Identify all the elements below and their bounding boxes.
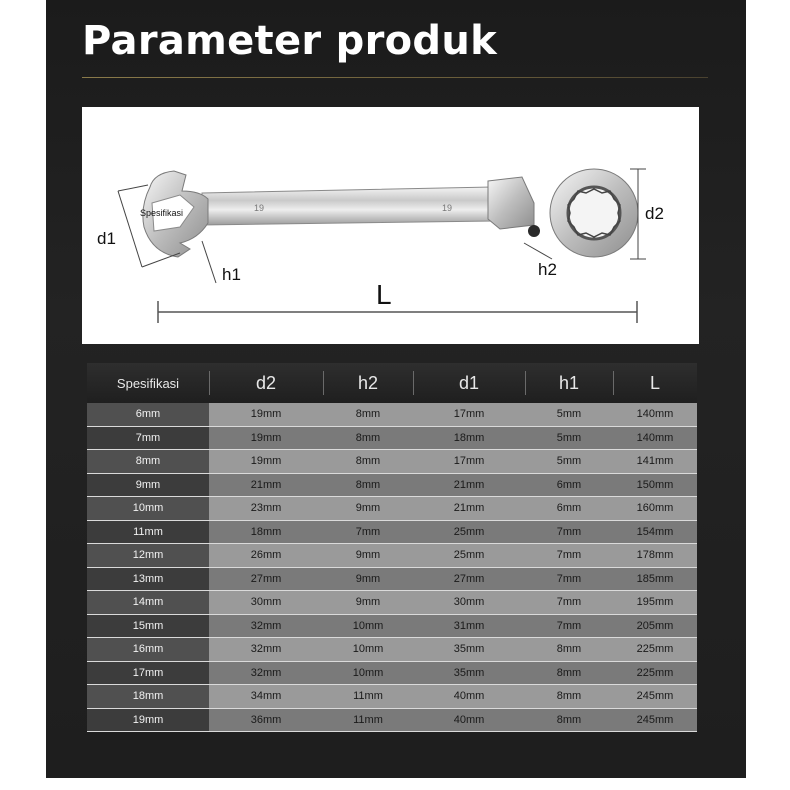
value-cell-d2: 18mm <box>209 520 323 544</box>
value-cell-h2: 9mm <box>323 497 413 521</box>
value-cell-h2: 8mm <box>323 473 413 497</box>
value-cell-d2: 36mm <box>209 708 323 732</box>
value-cell-h1: 6mm <box>525 497 613 521</box>
value-cell-h2: 9mm <box>323 567 413 591</box>
value-cell-L: 140mm <box>613 426 697 450</box>
table-row <box>87 473 697 497</box>
value-cell-L: 160mm <box>613 497 697 521</box>
value-cell-h1: 7mm <box>525 567 613 591</box>
table-row <box>87 450 697 474</box>
header-d2: d2 <box>209 363 323 403</box>
table-row <box>87 614 697 638</box>
value-cell-d2: 19mm <box>209 403 323 426</box>
value-cell-h2: 8mm <box>323 426 413 450</box>
dimension-label-L: L <box>376 279 392 310</box>
value-cell-d2: 27mm <box>209 567 323 591</box>
dimension-label-d2: d2 <box>645 204 664 223</box>
title-underline <box>82 77 708 78</box>
dimension-label-d1: d1 <box>97 229 116 248</box>
value-cell-L: 178mm <box>613 544 697 568</box>
value-cell-h2: 11mm <box>323 685 413 709</box>
value-cell-h2: 7mm <box>323 520 413 544</box>
value-cell-L: 245mm <box>613 708 697 732</box>
spec-cell: 17mm <box>87 661 209 685</box>
value-cell-d1: 17mm <box>413 450 525 474</box>
h2-dimension-line <box>524 243 552 259</box>
header-d1: d1 <box>413 363 525 403</box>
table-row <box>87 520 697 544</box>
value-cell-L: 205mm <box>613 614 697 638</box>
table-row <box>87 638 697 662</box>
header-L: L <box>613 363 697 403</box>
spec-cell: 10mm <box>87 497 209 521</box>
value-cell-d1: 35mm <box>413 638 525 662</box>
value-cell-h1: 7mm <box>525 614 613 638</box>
value-cell-L: 225mm <box>613 661 697 685</box>
table-row <box>87 403 697 426</box>
spec-cell: 11mm <box>87 520 209 544</box>
table-row <box>87 567 697 591</box>
value-cell-d2: 19mm <box>209 426 323 450</box>
hinge-pin <box>528 225 540 237</box>
table-row <box>87 591 697 615</box>
value-cell-L: 150mm <box>613 473 697 497</box>
value-cell-d1: 17mm <box>413 403 525 426</box>
value-cell-L: 141mm <box>613 450 697 474</box>
d1-tick-bottom <box>142 253 180 267</box>
table-row <box>87 426 697 450</box>
value-cell-d1: 18mm <box>413 426 525 450</box>
dimension-label-h1: h1 <box>222 265 241 284</box>
value-cell-L: 185mm <box>613 567 697 591</box>
value-cell-d2: 32mm <box>209 638 323 662</box>
value-cell-d2: 26mm <box>209 544 323 568</box>
value-cell-h2: 10mm <box>323 661 413 685</box>
value-cell-d1: 35mm <box>413 661 525 685</box>
table-row <box>87 544 697 568</box>
shank-mark-left: 19 <box>254 203 265 213</box>
table-row <box>87 661 697 685</box>
value-cell-L: 140mm <box>613 403 697 426</box>
d1-tick-top <box>118 185 148 191</box>
spec-cell: 16mm <box>87 638 209 662</box>
value-cell-d2: 21mm <box>209 473 323 497</box>
spec-cell: 12mm <box>87 544 209 568</box>
value-cell-d1: 21mm <box>413 497 525 521</box>
header-spesifikasi: Spesifikasi <box>87 363 209 403</box>
value-cell-h2: 8mm <box>323 403 413 426</box>
value-cell-h1: 8mm <box>525 708 613 732</box>
value-cell-h1: 5mm <box>525 403 613 426</box>
value-cell-d1: 31mm <box>413 614 525 638</box>
h1-dimension-line <box>202 241 216 283</box>
spec-table <box>87 363 697 732</box>
spec-cell: 13mm <box>87 567 209 591</box>
value-cell-d2: 32mm <box>209 614 323 638</box>
table-row <box>87 685 697 709</box>
table-row <box>87 708 697 732</box>
value-cell-h2: 10mm <box>323 638 413 662</box>
spec-cell: 18mm <box>87 685 209 709</box>
wrench-diagram <box>82 107 699 344</box>
value-cell-d2: 23mm <box>209 497 323 521</box>
value-cell-d1: 30mm <box>413 591 525 615</box>
value-cell-L: 245mm <box>613 685 697 709</box>
value-cell-d1: 27mm <box>413 567 525 591</box>
value-cell-h1: 8mm <box>525 685 613 709</box>
spec-cell: 14mm <box>87 591 209 615</box>
value-cell-h1: 7mm <box>525 591 613 615</box>
spec-cell: 15mm <box>87 614 209 638</box>
value-cell-L: 154mm <box>613 520 697 544</box>
shank-mark-right: 19 <box>442 203 453 213</box>
value-cell-h2: 11mm <box>323 708 413 732</box>
value-cell-h2: 8mm <box>323 450 413 474</box>
value-cell-h2: 9mm <box>323 591 413 615</box>
value-cell-L: 225mm <box>613 638 697 662</box>
table-body <box>87 403 697 732</box>
value-cell-h1: 5mm <box>525 450 613 474</box>
value-cell-h1: 7mm <box>525 520 613 544</box>
spec-table-container <box>87 363 697 732</box>
value-cell-h1: 8mm <box>525 638 613 662</box>
value-cell-d2: 30mm <box>209 591 323 615</box>
value-cell-h2: 10mm <box>323 614 413 638</box>
table-row <box>87 497 697 521</box>
flex-hinge <box>488 177 534 229</box>
d1-dimension-line <box>118 191 142 267</box>
header-h2: h2 <box>323 363 413 403</box>
header-h1: h1 <box>525 363 613 403</box>
value-cell-d2: 19mm <box>209 450 323 474</box>
value-cell-d2: 32mm <box>209 661 323 685</box>
table-header-row <box>87 363 697 403</box>
page-title: Parameter produk <box>82 18 498 64</box>
value-cell-d2: 34mm <box>209 685 323 709</box>
spec-cell: 8mm <box>87 450 209 474</box>
value-cell-h2: 9mm <box>323 544 413 568</box>
value-cell-d1: 40mm <box>413 708 525 732</box>
spec-cell: 9mm <box>87 473 209 497</box>
value-cell-d1: 25mm <box>413 520 525 544</box>
value-cell-d1: 21mm <box>413 473 525 497</box>
dimension-label-h2: h2 <box>538 260 557 279</box>
value-cell-d1: 40mm <box>413 685 525 709</box>
value-cell-h1: 5mm <box>525 426 613 450</box>
value-cell-h1: 6mm <box>525 473 613 497</box>
spec-cell: 7mm <box>87 426 209 450</box>
spec-label: Spesifikasi <box>140 208 184 218</box>
spec-cell: 6mm <box>87 403 209 426</box>
value-cell-h1: 8mm <box>525 661 613 685</box>
value-cell-h1: 7mm <box>525 544 613 568</box>
value-cell-L: 195mm <box>613 591 697 615</box>
spec-cell: 19mm <box>87 708 209 732</box>
value-cell-d1: 25mm <box>413 544 525 568</box>
